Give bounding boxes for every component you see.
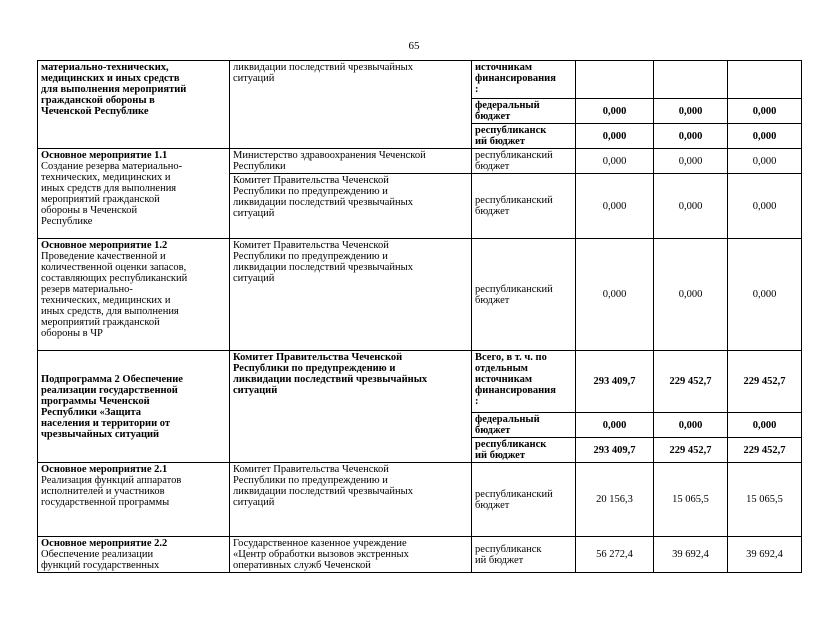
cell-text: республиканский бюджет — [475, 195, 553, 217]
table-cell — [472, 174, 576, 239]
table-cell — [472, 99, 576, 124]
cell-text: Комитет Правительства Чеченской Республики по предупреждению и ликвидации последствий чрезвычайных ситуаций — [233, 464, 413, 508]
amount-value: 229 452,7 — [743, 444, 786, 456]
cell-text: республиканск ий бюджет — [475, 543, 542, 566]
amount-value: 0,000 — [752, 105, 777, 117]
amount-value: 0,000 — [602, 200, 627, 212]
cell-text: источникам финансирования : — [475, 62, 556, 95]
amount-value: 229 452,7 — [669, 376, 712, 387]
amount-value: 15 065,5 — [746, 494, 783, 505]
table-cell — [654, 537, 728, 573]
cell-text: республиканский бюджет — [475, 283, 553, 306]
table-cell — [728, 351, 802, 413]
amount-value: 229 452,7 — [669, 444, 712, 456]
table-cell — [576, 174, 654, 239]
amount-value: 0,000 — [752, 200, 777, 212]
table-cell — [576, 351, 654, 413]
table-cell — [38, 351, 230, 463]
amount-value: 229 452,7 — [743, 376, 786, 387]
table-cell — [728, 537, 802, 573]
amount-value: 0,000 — [678, 289, 703, 300]
table-row — [38, 61, 802, 99]
table-cell — [654, 124, 728, 149]
table-cell — [472, 438, 576, 463]
amount-value: 293 409,7 — [593, 376, 636, 387]
amount-value: 0,000 — [602, 155, 627, 167]
activity-title: Основное мероприятие 2.1 — [41, 464, 168, 475]
amount-value: 0,000 — [678, 130, 703, 142]
cell-text: республиканск ий бюджет — [475, 439, 547, 461]
table-cell — [728, 413, 802, 438]
table-cell — [38, 537, 230, 573]
amount-value: 0,000 — [752, 419, 777, 431]
table-cell — [472, 124, 576, 149]
budget-table — [37, 60, 802, 573]
table-cell — [728, 149, 802, 174]
table-row — [38, 239, 802, 351]
cell-text: республиканский бюджет — [475, 488, 553, 511]
table-cell — [230, 149, 472, 174]
table-cell — [728, 438, 802, 463]
table-cell — [38, 61, 230, 149]
table-cell — [576, 124, 654, 149]
table-cell — [576, 413, 654, 438]
amount-value: 20 156,3 — [596, 494, 633, 505]
table-cell — [230, 351, 472, 463]
amount-value: 0,000 — [752, 289, 777, 300]
cell-text: республиканск ий бюджет — [475, 125, 547, 147]
table-cell — [728, 124, 802, 149]
amount-value: 0,000 — [602, 289, 627, 300]
cell-text: Министерство здравоохранения Чеченской Республики — [233, 150, 426, 172]
cell-text: Всего, в т. ч. по отдельным источникам финансирования : — [475, 352, 556, 407]
table-cell — [654, 149, 728, 174]
cell-text: федеральный бюджет — [475, 100, 540, 122]
table-cell — [654, 463, 728, 537]
amount-value: 0,000 — [752, 130, 777, 142]
cell-text: материально-технических, медицинских и иных средств для выполнения мероприятий гражданской обороны в Чеченской Республике — [41, 62, 187, 117]
table-cell — [728, 239, 802, 351]
table-cell — [654, 239, 728, 351]
table-cell — [472, 61, 576, 99]
table-cell — [230, 239, 472, 351]
amount-value: 0,000 — [602, 105, 627, 117]
activity-title: Основное мероприятие 2.2 — [41, 538, 168, 549]
table-cell — [654, 413, 728, 438]
table-cell — [576, 537, 654, 573]
amount-value: 0,000 — [752, 155, 777, 167]
cell-text: Создание резерва материально- технических, медицинских и иных средств для выполнения мероприятий гражданской обороны в Чеченской Республике — [41, 161, 183, 227]
table-cell — [576, 99, 654, 124]
table-cell — [654, 174, 728, 239]
activity-title: Основное мероприятие 1.2 — [41, 240, 168, 251]
table-cell — [230, 61, 472, 149]
cell-text: Реализация функций аппаратов исполнителей и участников государственной программы — [41, 475, 182, 508]
table-cell — [576, 239, 654, 351]
amount-value: 293 409,7 — [593, 444, 636, 456]
amount-value: 0,000 — [678, 419, 703, 431]
cell-text: республиканский бюджет — [475, 150, 553, 172]
amount-value: 0,000 — [678, 105, 703, 117]
cell-text: Государственное казенное учреждение «Центр обработки вызовов экстренных оперативных служб Чеченской — [233, 538, 409, 571]
amount-value: 39 692,4 — [746, 549, 783, 560]
amount-value: 0,000 — [678, 155, 703, 167]
table-cell — [472, 351, 576, 413]
table-cell — [230, 463, 472, 537]
table-cell — [38, 463, 230, 537]
table-row — [38, 537, 802, 573]
table-cell — [230, 537, 472, 573]
cell-text: Комитет Правительства Чеченской Республики по предупреждению и ликвидации последствий чрезвычайных ситуаций — [233, 240, 413, 284]
table-row — [38, 149, 802, 174]
table-cell — [576, 463, 654, 537]
table-cell — [728, 463, 802, 537]
table-cell — [472, 413, 576, 438]
table-cell — [728, 61, 802, 99]
table-cell — [576, 438, 654, 463]
amount-value: 56 272,4 — [596, 549, 633, 560]
table-cell — [472, 463, 576, 537]
table-cell — [654, 99, 728, 124]
cell-text: федеральный бюджет — [475, 414, 540, 436]
amount-value: 0,000 — [678, 200, 703, 212]
cell-text: ликвидации последствий чрезвычайных ситуаций — [233, 62, 413, 84]
amount-value: 0,000 — [602, 419, 627, 431]
table-row — [38, 351, 802, 413]
amount-value: 15 065,5 — [672, 494, 709, 505]
table-cell — [728, 174, 802, 239]
cell-text: Комитет Правительства Чеченской Республики по предупреждению и ликвидации последствий чрезвычайных ситуаций — [233, 175, 413, 219]
cell-text: Комитет Правительства Чеченской Республики по предупреждению и ликвидации последствий чрезвычайных ситуаций — [233, 352, 428, 396]
table-cell — [728, 99, 802, 124]
table-cell — [576, 61, 654, 99]
table-cell — [576, 149, 654, 174]
table-cell — [654, 438, 728, 463]
table-cell — [472, 537, 576, 573]
table-cell — [654, 61, 728, 99]
page-number: 65 — [408, 40, 420, 52]
cell-text: Проведение качественной и количественной оценки запасов, составляющих республиканский резерв материально- технических, медицинских и иных средств, для выполнения мероприятий гражданской обороны в ЧР — [41, 251, 188, 339]
table-cell — [38, 239, 230, 351]
table-cell — [230, 174, 472, 239]
table-cell — [654, 351, 728, 413]
amount-value: 0,000 — [602, 130, 627, 142]
cell-text: Обеспечение реализации функций государственных — [41, 549, 160, 571]
cell-text: Подпрограмма 2 Обеспечение реализации государственной программы Чеченской Республики «Защита населения и территории от чрезвычайных ситуаций — [41, 373, 183, 440]
amount-value: 39 692,4 — [672, 549, 709, 560]
activity-title: Основное мероприятие 1.1 — [41, 150, 168, 161]
table-cell — [472, 149, 576, 174]
table-cell — [38, 149, 230, 239]
table-row — [38, 463, 802, 537]
table-cell — [472, 239, 576, 351]
